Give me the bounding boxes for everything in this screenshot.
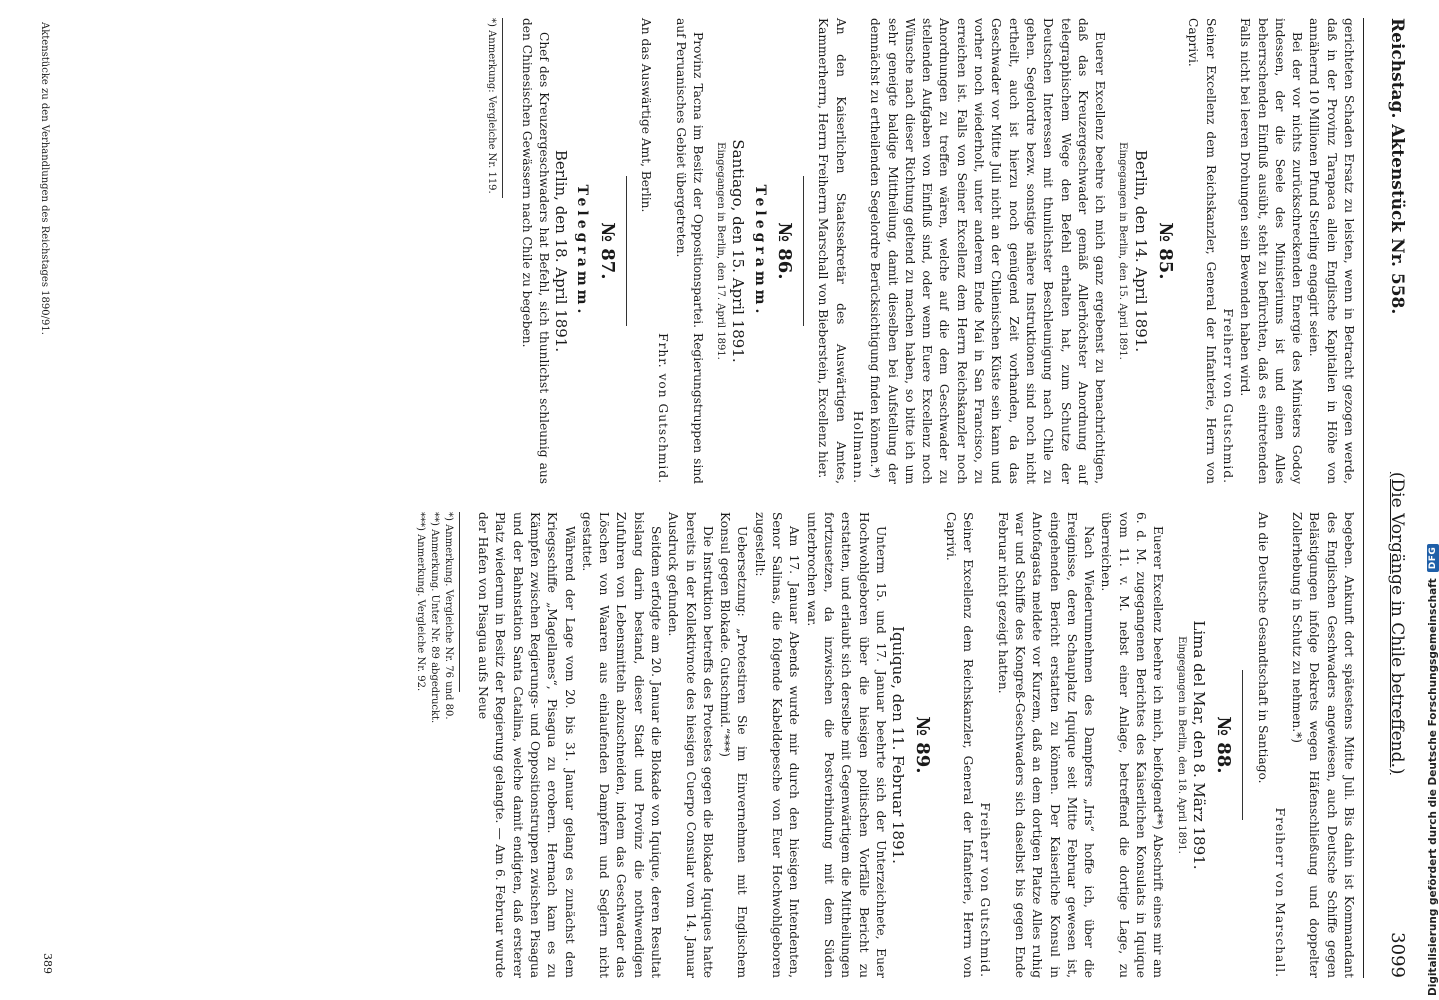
dfg-logo-icon: DFG: [1427, 544, 1439, 573]
page-header: [1363, 18, 1408, 978]
funding-notice: Digitalisierung gefördert durch die Deutsche Forschungsgemeinschaft: [1427, 578, 1439, 996]
place-date: Santiago, den 15. April 1891.: [729, 139, 748, 363]
separator-rule: [626, 176, 627, 326]
place-date: Berlin, den 14. April 1891.: [1131, 149, 1150, 353]
document-number: № 85.: [1155, 222, 1177, 280]
footnote-rule: [502, 18, 503, 198]
paragraph: gerichteten Schaden Ersatz zu leisten, wenn in Betracht gezogen werde, daß in der Provinz Tarapaca allein Englische Kapitalien in Höhe von annähernd 10 Millionen Pfund Sterling engagirt seien.: [1307, 18, 1356, 484]
paragraph: Euerer Excellenz beehre ich mich ganz ergebenst zu benachrichtigen, daß das Kreuzergeschwader gemäß Allerhöchster Anordnung auf telegraphischem Wege den Befehl erhalten hat, zum Schutze der Deutschen Interessen mit thunlichster Beschleunigung nach Chile zu gehen. Segelordre bezw. sonstige nähere Instruktionen sind noch nicht ertheilt, auch ist hierzu noch genügend Zeit vorhanden, da das Geschwader vor Mitte Juli nicht an der Chilenischen Küste sein kann und vorher noch wiederholt, unter anderem Ende Mai in San Francisco, zu erreichen ist. Falls von Seiner Excellenz dem Herrn Reichskanzler noch Anordnungen zu treffen wären, welche auf die dem Geschwader zu stellenden Aufgaben von Einfluß sind, oder wenn Euere Excellenz noch Wünsche nach dieser Richtung geltend zu machen haben, so bitte ich um sehr geneigte baldige Mittheilung, damit dieselben bei Aufstellung der demnächst zu ertheilenden Segelordre Berücksichtigung finden können.*): [868, 18, 1108, 484]
column-left: [413, 18, 1357, 484]
paragraph: Provinz Tacna im Besitz der Oppositionspartei. Regierungstruppen sind auf Peruanisches Gebiet übergetreten.: [673, 18, 705, 484]
address: Seiner Excellenz dem Reichskanzler, General der Infanterie, Herrn von Caprivi.: [1186, 18, 1218, 484]
place-date: Lima del Mar, den 8. März 1891.: [1189, 620, 1208, 870]
digitization-footer: [1410, 2, 1439, 998]
signature: Freiherr von Marschall.: [1272, 807, 1287, 978]
paragraph: Während der Lage vom 20. bis 31. Januar gelang es zunächst dem Kriegsschiffe „Magellanes“, Pisagua zu erobern. Hernach kam es zu Kämpfen zwischen Regierungs- und Oppositionstruppen zwischen Pisagua und der Bahnstation Santa Catalina, welche damit endigten, daß ersterer Platz wiederum in Besitz der Regierung gelangte. — Am 6. Februar wurde der Hafen von Pisagua aufs Neue: [476, 512, 577, 978]
columns: [413, 18, 1357, 978]
scanned-page: [33, 8, 1408, 988]
signature: Hollmann.: [850, 410, 865, 484]
footer-line: [1427, 6, 1439, 996]
address: An den Kaiserlichen Staatssekretär des Auswärtigen Amtes, Kammerherrn, Herrn Freiherrn Marschall von Bieberstein, Excellenz hier.: [816, 18, 848, 484]
address: An die Deutsche Gesandtschaft in Santiago.: [1255, 512, 1270, 784]
column-right: [413, 512, 1357, 978]
address: Seiner Excellenz dem Reichskanzler, General der Infanterie, Herrn von Caprivi.: [943, 512, 976, 978]
received-date: Eingegangen in Berlin, den 17. April 1891.: [715, 142, 727, 360]
paragraph: Uebersetzung: „Protestiren Sie im Einvernehmen mit Englischem Konsul gegen Blokade. Gutschmid.“***): [718, 512, 750, 978]
separator-rule: [803, 176, 804, 326]
paragraph: Unterm 15. und 17. Januar beehrte sich der Unterzeichnete, Euer Hochwohlgeboren über die hiesigen politischen Vorfälle Bericht zu erstatten, und erlaubt sich derselbe mit Gegenwärtigem die Mittheilungen fortzusetzen, da inzwischen die Postverbindung mit dem Süden unterbrochen war.: [804, 512, 888, 978]
received-date: Eingegangen in Berlin, den 15. April 1891.: [1117, 142, 1129, 360]
address: An das Auswärtige Amt, Berlin.: [639, 18, 654, 213]
footnote: ***) Anmerkung. Vergleiche Nr. 92.: [414, 512, 426, 692]
header-center: (Die Vorgänge in Chile betreffend.): [1387, 471, 1407, 775]
signature: Freiherr von Gutschmid.: [978, 802, 993, 978]
received-date: Eingegangen in Berlin, den 18. April 1891.: [1175, 636, 1187, 854]
document-number: № 87.: [596, 222, 618, 280]
separator-rule: [1242, 670, 1243, 820]
telegram-heading: Telegramm.: [574, 184, 591, 318]
footnote: *) Anmerkung: Vergleiche Nr. 119.: [486, 18, 498, 194]
document-number: № 86.: [774, 222, 796, 280]
signature-mark: 389: [41, 953, 54, 974]
signature: Frhr. von Gutschmid.: [656, 333, 671, 484]
telegram-heading: Telegramm.: [751, 184, 768, 318]
paragraph: Am 17. Januar Abends wurde mir durch den hiesigen Intendenten, Senor Salinas, die folgende Kabeldepesche von Euer Hochwohlgeboren zugestellt:: [752, 512, 802, 978]
page-number-top: 3099: [1387, 932, 1408, 978]
footnote-rule: [459, 512, 460, 692]
footnote: **) Anmerkung. Unter Nr. 89 abgedruckt.: [428, 512, 440, 724]
paragraph: Die Instruktion betreffs des Protestes gegen die Blokade Iquiques hatte bereits in der Kollektivnote des hiesigen Cuerpo Consular vom 14. Januar Ausdruck gefunden.: [666, 512, 715, 978]
signature: Freiherr von Gutschmid.: [1220, 308, 1235, 484]
document-number: № 89.: [912, 716, 934, 774]
paragraph: Chef des Kreuzergeschwaders hat Befehl, sich thunlichst schleunig aus den Chinesischen Gewässern nach Chile zu begeben.: [519, 18, 551, 484]
footnote: *) Anmerkung. Vergleiche Nr. 76 und 80.: [442, 512, 454, 720]
paragraph: Euerer Excellenz beehre ich mich, beifolgend**) Abschrift eines mir am 6. d. M. zugegangenen Berichtes des Kaiserlichen Konsulats in Iquique vom 11. v. M. nebst einer Anlage, betreffend die dortige Lage, zu überreichen.: [1099, 512, 1166, 978]
collection-footer: Aktenstücke zu den Verhandlungen des Reichstages 1890/91.: [39, 22, 50, 335]
paragraph: begeben. Ankunft dort spätestens Mitte Juli. Bis dahin ist Kommandant des Englischen Geschwaders angewiesen, auch Deutsche Schiffe gegen Belästigungen infolge Dekrets wegen Häfenschließung und doppelter Zollerhebung in Schutz zu nehmen.*): [1290, 512, 1356, 978]
paragraph: Seitdem erfolgte am 20. Januar die Blokade von Iquique, deren Resultat bislang darin bestand, dieser Stadt und Provinz die nothwendigen Zufuhren von Lebensmitteln abzuschneiden, indem das Geschwader das Löschen von Waaren aus einlaufenden Dampfern und Seglern nicht gestattet.: [579, 512, 664, 978]
paragraph: Bei der vor nichts zurückschreckenden Energie des Ministers Godoy indessen, der die Seele des Ministeriums ist und einen Alles beherrschenden Einfluß ausübt, steht zu befürchten, daß es eintretenden Falls nicht bei leeren Drohungen sein Bewenden haben wird.: [1238, 18, 1305, 484]
place-date: Iquique, den 11. Februar 1891.: [889, 626, 908, 864]
paragraph: Nach Wiederumnehmen des Dampfers „Iris“ hoffe ich, über die Ereignisse, deren Schauplatz Iquique seit Mitte Februar gewesen ist, eingehenden Bericht erstatten zu können. Der Kaiserliche Konsul in Antofagasta meldete vor Kurzem, daß an dem dortigen Platze Alles ruhig war und Schiffe des Kongreß-Geschwaders sich daselbst bis gegen Ende Februar nicht gezeigt hatten.: [995, 512, 1097, 978]
header-left: Reichstag. Aktenstück Nr. 558.: [1387, 18, 1407, 315]
document-number: № 88.: [1213, 716, 1235, 774]
place-date: Berlin, den 18. April 1891.: [552, 149, 571, 353]
